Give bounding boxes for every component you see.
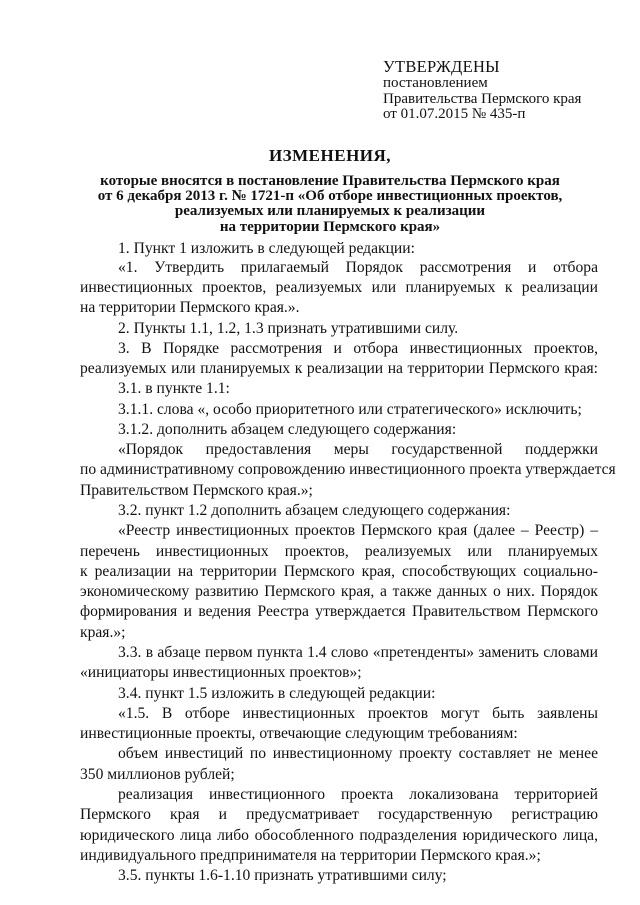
text-line: формирования и ведения Реестра утверждается Правительством Пермского <box>80 603 598 620</box>
text-line: экономическому развитию Пермского края, а также данных о них. Порядок <box>80 583 598 600</box>
document-title-block <box>60 146 600 235</box>
text-line: индивидуального предпринимателя на территории Пермского края.»; <box>80 847 541 864</box>
text-line: 3.3. в абзаце первом пункта 1.4 слово «претенденты» заменить словами <box>118 644 598 661</box>
text-line: Правительством Пермского края.»; <box>80 482 313 499</box>
approval-stamp <box>383 58 623 123</box>
text-line: 3. В Порядке рассмотрения и отбора инвестиционных проектов, <box>118 340 598 357</box>
text-line: к реализации на территории Пермского края, способствующих социально- <box>80 563 598 580</box>
text-line: «Реестр инвестиционных проектов Пермского края (далее – Реестр) – <box>118 522 598 539</box>
text-line: 350 миллионов рублей; <box>80 766 235 783</box>
document-subtitle-line: реализуемых или планируемых к реализации <box>174 203 486 220</box>
approval-line: от 01.07.2015 № 435-п <box>383 106 526 122</box>
document-subtitle-line: от 6 декабря 2013 г. № 1721-п «Об отборе инвестиционных проектов, <box>97 188 563 205</box>
text-line: юридического лица либо обособленного подразделения юридического лица, <box>80 827 598 844</box>
text-line: 1. Пункт 1 изложить в следующей редакции: <box>118 240 415 257</box>
document-title: ИЗМЕНЕНИЯ, <box>268 146 392 165</box>
approval-line: Правительства Пермского края <box>383 90 582 107</box>
document-subtitle-line: на территории Пермского края» <box>219 218 441 235</box>
text-line: объем инвестиций по инвестиционному проекту составляет не менее <box>118 745 598 762</box>
text-line: 3.1. в пункте 1.1: <box>118 380 230 397</box>
text-line: 3.2. пункт 1.2 дополнить абзацем следующего содержания: <box>118 502 511 519</box>
text-line: «Порядок предоставления меры государственной поддержки <box>118 441 598 458</box>
text-line: Пермского края и предусматривает государственную регистрацию <box>80 806 598 823</box>
text-line: 3.4. пункт 1.5 изложить в следующей редакции: <box>118 685 436 702</box>
text-line: «1. Утвердить прилагаемый Порядок рассмотрения и отбора <box>118 259 598 276</box>
text-line: на территории Пермского края.». <box>80 299 300 316</box>
text-line: 3.5. пункты 1.6-1.10 признать утратившими силу; <box>118 867 447 884</box>
text-line: 3.1.2. дополнить абзацем следующего содержания: <box>118 421 457 438</box>
text-line: 2. Пункты 1.1, 1.2, 1.3 признать утратившими силу. <box>118 320 459 337</box>
document-subtitle-line: которые вносятся в постановление Правительства Пермского края <box>100 173 560 189</box>
text-line: реализация инвестиционного проекта локализована территорией <box>118 786 598 803</box>
text-line: перечень инвестиционных проектов, реализуемых или планируемых <box>80 543 598 560</box>
text-line: реализуемых или планируемых к реализации на территории Пермского края: <box>80 360 598 377</box>
text-line: инвестиционные проекты, отвечающие следующим требованиям: <box>80 725 518 742</box>
approval-heading: УТВЕРЖДЕНЫ <box>383 57 500 76</box>
text-line: по административному сопровождению инвестиционного проекта утверждается <box>80 461 616 478</box>
text-line: «1.5. В отборе инвестиционных проектов могут быть заявлены <box>118 705 598 722</box>
text-line: инвестиционных проектов, реализуемых или планируемых к реализации <box>80 279 598 296</box>
text-line: 3.1.1. слова «, особо приоритетного или стратегического» исключить; <box>118 401 582 418</box>
text-line: края.»; <box>80 624 126 641</box>
text-line: «инициаторы инвестиционных проектов»; <box>80 664 362 681</box>
approval-line: постановлением <box>383 75 488 91</box>
